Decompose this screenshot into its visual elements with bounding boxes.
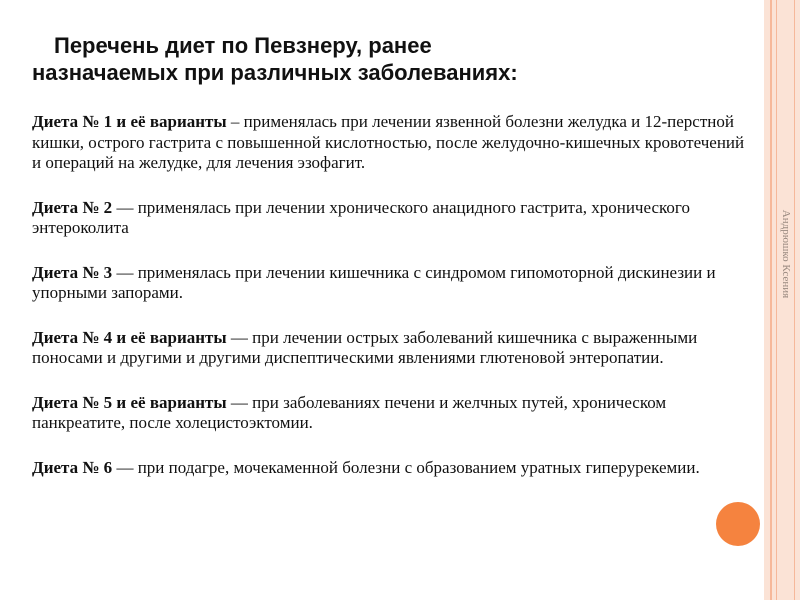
diet-description: — при лечении острых заболеваний кишечника с выраженными поносами и другими и другими диспептическими явлениями глютеновой энтеропатии. xyxy=(32,327,698,367)
diet-name: Диета № 5 и её варианты xyxy=(32,392,227,412)
diet-description: — при заболеваниях печени и желчных путей, хроническом панкреатите, после холецистоэктомии. xyxy=(32,392,667,432)
diet-item-5 xyxy=(32,393,752,434)
diet-description: — применялась при лечении хронического анацидного гастрита, хронического энтероколита xyxy=(32,197,690,237)
diet-item-3 xyxy=(32,263,752,304)
author-name: Андрюшко Ксения xyxy=(780,209,792,299)
title-colon: : xyxy=(510,60,518,85)
decorative-band-line xyxy=(770,0,772,600)
diet-description: — применялась при лечении кишечника с синдромом гипомоторной дискинезии и упорными запорами. xyxy=(32,262,716,302)
title-line-2-text: назначаемых при различных заболеваниях xyxy=(32,60,511,85)
diet-item-4 xyxy=(32,328,752,369)
diet-name: Диета № 1 и её варианты xyxy=(32,112,227,131)
diet-name: Диета № 4 и её варианты xyxy=(32,327,227,347)
decorative-band-line xyxy=(776,0,777,600)
diet-name: Диета № 6 xyxy=(32,457,113,477)
decorative-band-line xyxy=(794,0,795,600)
slide-title xyxy=(32,32,762,86)
title-line-1: Перечень диет по Певзнеру, ранее xyxy=(54,33,432,58)
title-line-2 xyxy=(32,59,762,86)
diet-name: Диета № 2 xyxy=(32,197,113,217)
diet-list xyxy=(32,112,752,502)
diet-item-2 xyxy=(32,198,752,239)
diet-description: – применялась при лечении язвенной болезни желудка и 12-перстной кишки, острого гастрита с повышенной кислотностью, после желудочно-кишечных кровотечений и операций на желудке, для лечения эзофагит. xyxy=(32,112,745,172)
diet-item-1 xyxy=(32,112,752,174)
diet-name: Диета № 3 xyxy=(32,262,113,282)
diet-description: — при подагре, мочекаменной болезни с образованием уратных гиперурекемии. xyxy=(112,457,700,477)
orange-circle-decoration xyxy=(716,502,760,546)
diet-item-6 xyxy=(32,458,752,479)
